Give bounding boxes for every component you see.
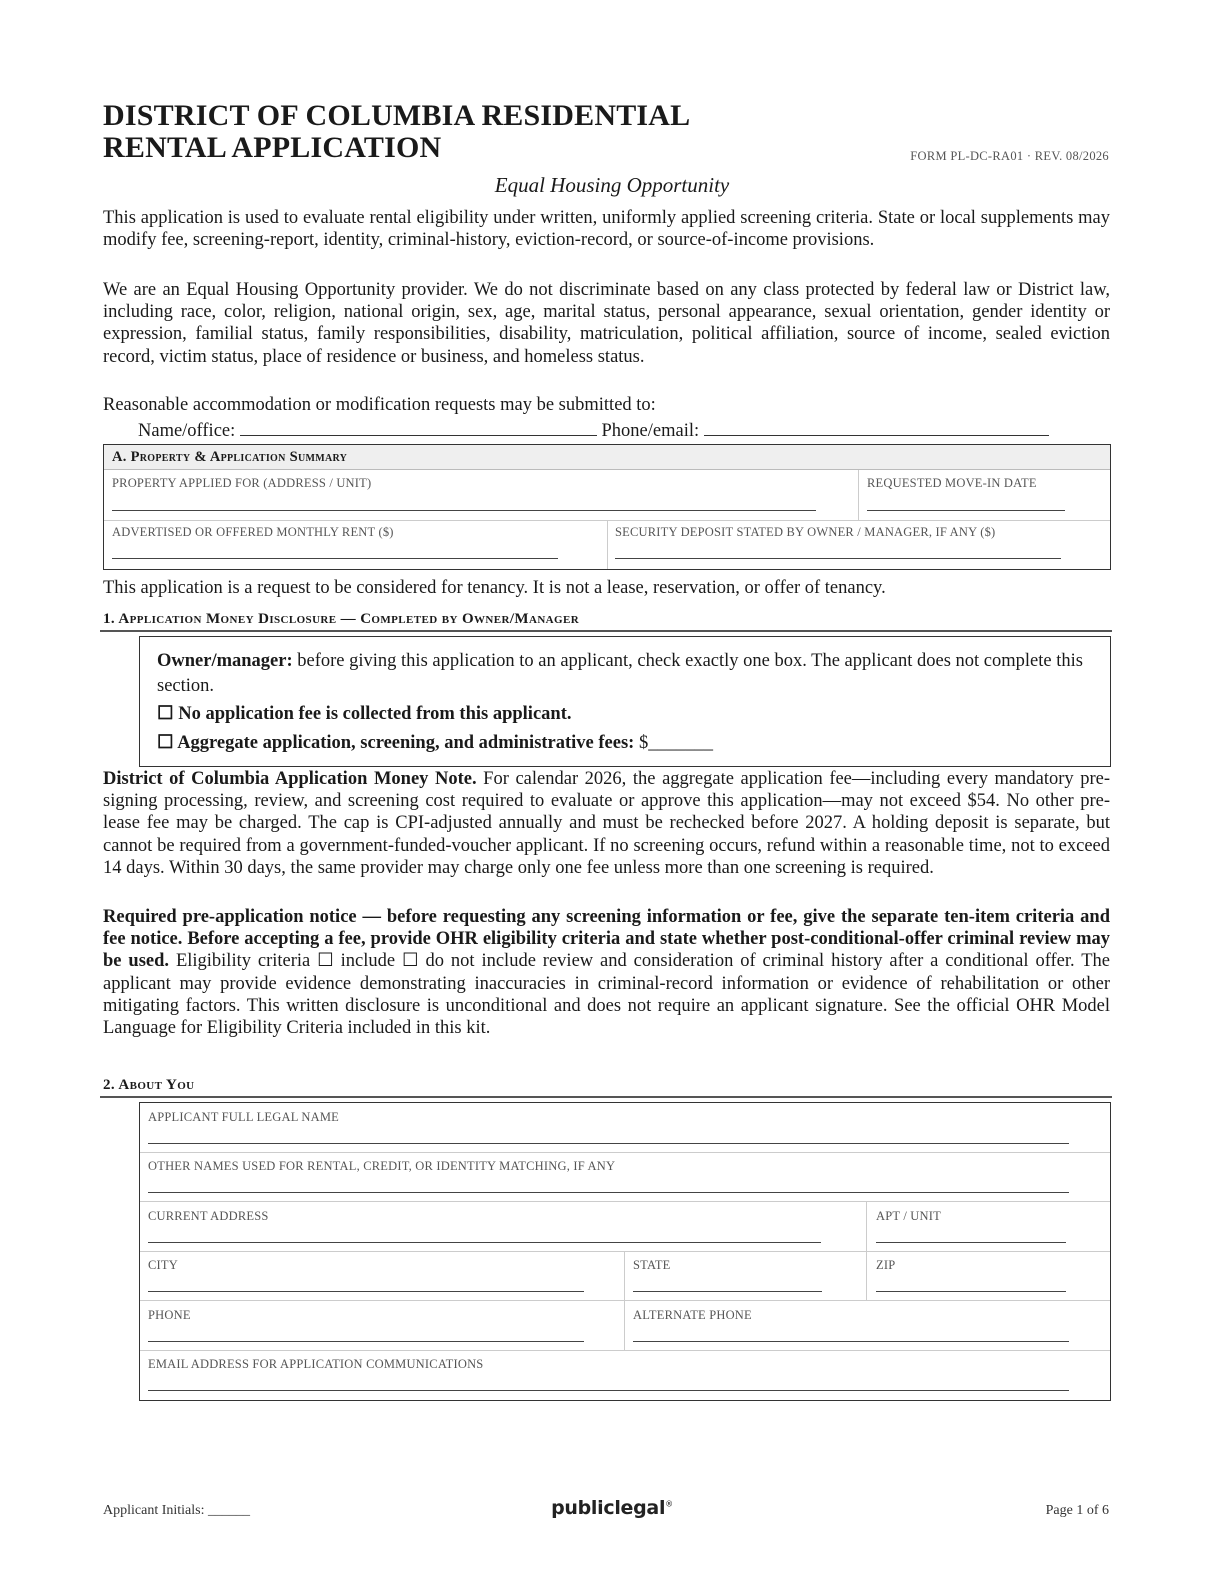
section-1-box [139,636,1111,767]
owner-instructions-bold: Owner/manager: [157,651,293,671]
alt-phone-field[interactable] [633,1341,1069,1342]
dc-money-note-text: For calendar 2026, the aggregate application fee—including every mandatory pre-signing processing, review, and screening cost required to evaluate or approve this application—may not exceed $54. No other pre-lease fee may be charged. The cap is CPI-adjusted annually and must be rechecked before 2027. A holding deposit is separate, but cannot be required from a government-funded-voucher applicant. If no screening occurs, refund within a reasonable time, not to exceed 14 days. Within 30 days, the same provider may charge only one fee unless more than one screening is required. [103,769,1110,878]
city-field[interactable] [148,1291,584,1292]
section-1-heading: 1. Application Money Disclosure — Completed by Owner/Manager [103,611,580,627]
move-in-label: REQUESTED MOVE-IN DATE [867,476,1037,490]
publiclegal-logo: publiclegal® [551,1497,673,1519]
full-name-field[interactable] [148,1143,1069,1144]
phone-email-field[interactable] [704,420,1049,436]
section-2-heading: 2. About You [103,1077,195,1093]
property-field[interactable] [112,510,816,511]
phone-label: PHONE [148,1308,191,1322]
owner-instructions-text: before giving this application to an applicant, check exactly one box. The applicant does not complete this section. [157,651,1083,696]
divider [140,1300,1110,1301]
section-a-heading: A. Property & Application Summary [104,445,1110,470]
city-label: CITY [148,1258,178,1272]
deposit-label: SECURITY DEPOSIT STATED BY OWNER / MANAGER, IF ANY ($) [615,525,996,539]
dc-money-note [103,768,1110,879]
rent-label: ADVERTISED OR OFFERED MONTHLY RENT ($) [112,525,394,539]
section-2-rule [100,1096,1112,1098]
full-name-label: APPLICANT FULL LEGAL NAME [148,1110,339,1124]
state-field[interactable] [633,1291,822,1292]
page-title [103,100,690,164]
zip-label: ZIP [876,1258,896,1272]
divider [624,1252,625,1350]
no-fee-checkbox[interactable]: ☐ No application fee is collected from this applicant. [157,704,572,724]
name-office-field[interactable] [240,420,597,436]
intro-paragraph-1: This application is used to evaluate rental eligibility under written, uniformly applied screening criteria. State or local supplements may modify fee, screening-report, identity, criminal-history, eviction-record, or source-of-income provisions. [103,208,1110,251]
owner-instructions [157,649,1093,698]
page-number: Page 1 of 6 [1045,1503,1109,1518]
current-address-field[interactable] [148,1242,821,1243]
aggregate-fee-checkbox[interactable]: ☐ Aggregate application, screening, and administrative fees: [157,732,639,753]
pre-application-notice-bold: Required pre-application notice — before requesting any screening information or fee, give the separate ten-item criteria and fee notice. Before accepting a fee, provide OHR eligibility criteria and state whether post-conditional-offer criminal review may be used. [103,907,1110,972]
divider [866,1202,867,1300]
zip-field[interactable] [876,1291,1066,1292]
form-number: FORM PL-DC-RA01 · REV. 08/2026 [910,149,1109,163]
divider [140,1201,1110,1202]
apt-unit-label: APT / UNIT [876,1209,941,1223]
rent-field[interactable] [112,558,558,559]
accommodation-contact-row [138,420,1049,442]
alt-phone-label: ALTERNATE PHONE [633,1308,752,1322]
divider [140,1251,1110,1252]
section-1-rule [100,630,1112,632]
pre-application-notice-text: Eligibility criteria ☐ include ☐ do not include review and consideration of criminal history after a conditional offer. The applicant may provide evidence demonstrating inaccuracies in criminal-record information or evidence of rehabilitation or other mitigating factors. This written disclosure is unconditional and does not require an applicant signature. See the official OHR Model Language for Eligibility Criteria included in this kit. [103,951,1110,1039]
aggregate-fee-option[interactable] [157,731,1093,756]
intro-paragraph-3: Reasonable accommodation or modification requests may be submitted to: [103,395,656,415]
section-2-box [139,1102,1111,1401]
email-field[interactable] [148,1390,1069,1391]
aggregate-fee-amount-field[interactable]: $_______ [638,732,713,753]
title-line-1: DISTRICT OF COLUMBIA RESIDENTIAL [103,99,691,132]
phone-email-label: Phone/email: [601,421,700,441]
name-office-label: Name/office: [138,421,236,441]
other-names-label: OTHER NAMES USED FOR RENTAL, CREDIT, OR IDENTITY MATCHING, IF ANY [148,1159,616,1173]
other-names-field[interactable] [148,1192,1069,1193]
section-a-box [103,444,1111,570]
property-label: PROPERTY APPLIED FOR (ADDRESS / UNIT) [112,476,372,490]
applicant-initials[interactable]: Applicant Initials: ______ [103,1503,250,1518]
dc-money-note-title: District of Columbia Application Money Note. [103,769,477,789]
phone-field[interactable] [148,1341,584,1342]
apt-unit-field[interactable] [876,1242,1066,1243]
divider [140,1152,1110,1153]
title-line-2: RENTAL APPLICATION [103,131,442,164]
state-label: STATE [633,1258,671,1272]
email-label: EMAIL ADDRESS FOR APPLICATION COMMUNICATIONS [148,1357,484,1371]
current-address-label: CURRENT ADDRESS [148,1209,269,1223]
equal-housing-subtitle: Equal Housing Opportunity [494,173,730,197]
move-in-field[interactable] [867,510,1065,511]
pre-application-notice [103,906,1110,1039]
divider [858,470,859,520]
deposit-field[interactable] [615,558,1061,559]
divider [140,1350,1110,1351]
divider [607,521,608,569]
intro-paragraph-2: We are an Equal Housing Opportunity provider. We do not discriminate based on any class protected by federal law or District law, including race, color, religion, national origin, sex, age, marital status, personal appearance, sexual orientation, gender identity or expression, familial status, family responsibilities, disability, matriculation, political affiliation, source of income, sealed eviction record, victim status, place of residence or business, and homeless status. [103,280,1110,367]
not-a-lease-notice: This application is a request to be considered for tenancy. It is not a lease, reservation, or offer of tenancy. [103,578,886,598]
